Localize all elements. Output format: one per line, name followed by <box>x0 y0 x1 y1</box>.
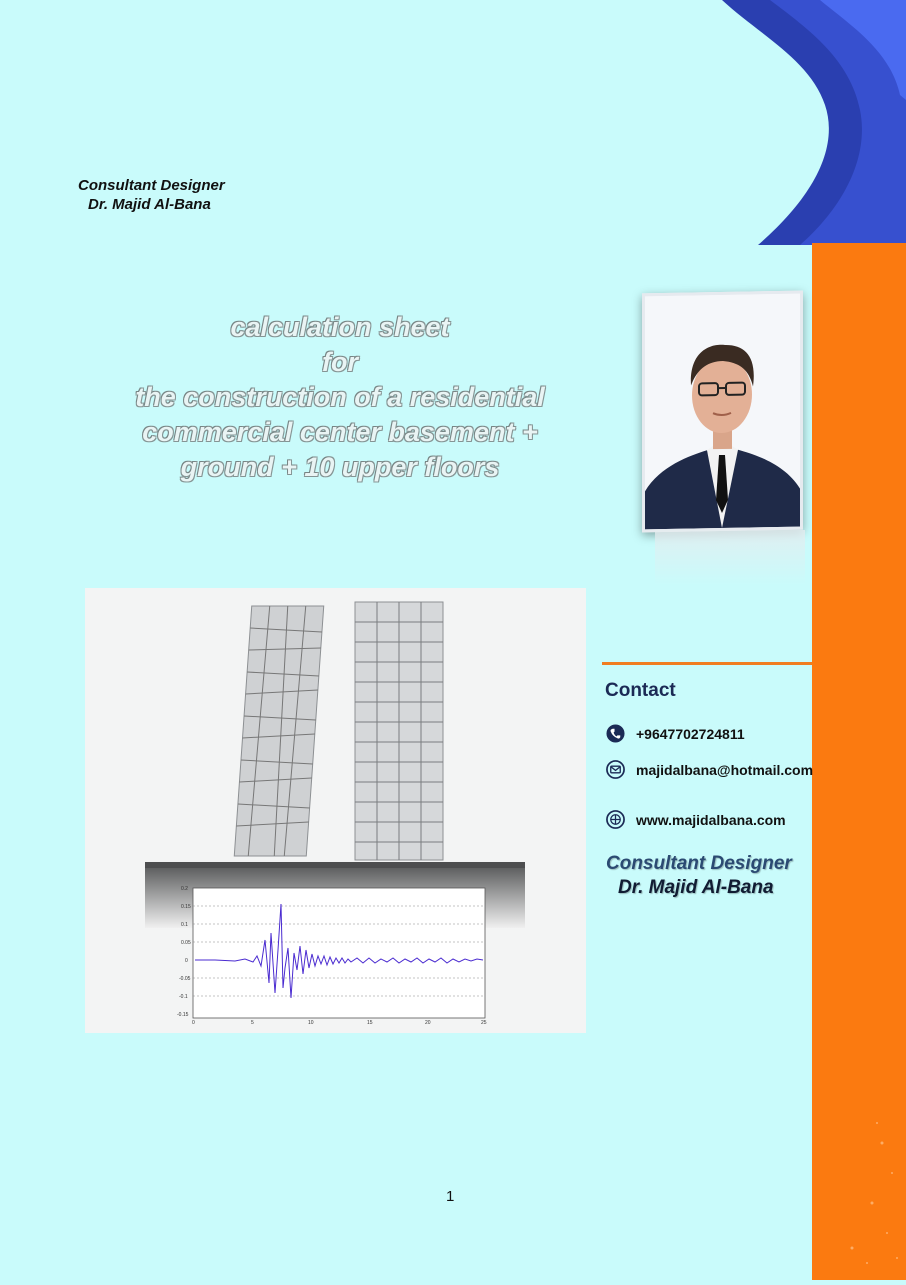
y-tick: -0.15 <box>177 1012 189 1018</box>
document-title <box>90 310 590 485</box>
title-line: for <box>90 345 590 380</box>
x-tick: 20 <box>425 1020 431 1026</box>
y-tick: 0.2 <box>181 886 188 892</box>
earthquake-figure <box>85 588 586 1033</box>
page-number: 1 <box>446 1188 454 1205</box>
portrait-illustration <box>645 294 800 530</box>
intact-tower <box>355 602 443 860</box>
title-line: the construction of a residential <box>90 380 590 415</box>
corner-wave-decoration <box>700 0 906 245</box>
phone-icon <box>606 724 625 743</box>
portrait-photo <box>642 291 803 533</box>
seismogram-plot <box>177 886 487 1026</box>
x-tick: 5 <box>251 1020 254 1026</box>
header-designer <box>78 176 225 214</box>
contact-heading: Contact <box>605 680 676 702</box>
header-role: Consultant Designer <box>78 176 225 195</box>
contact-phone-row <box>606 724 812 746</box>
title-line: commercial center basement + <box>90 415 590 450</box>
dot-pattern <box>812 243 906 1280</box>
signature-name: Dr. Majid Al-Bana <box>606 876 792 900</box>
title-line: ground + 10 upper floors <box>90 450 590 485</box>
signature-role: Consultant Designer <box>606 852 792 876</box>
photo-reflection <box>655 530 805 585</box>
x-tick: 0 <box>192 1020 195 1026</box>
y-tick: 0.15 <box>181 904 191 910</box>
y-tick: 0.05 <box>181 940 191 946</box>
contact-divider <box>602 662 812 665</box>
contact-email[interactable]: majidalbana@hotmail.com <box>636 761 816 779</box>
contact-website[interactable]: www.majidalbana.com <box>636 811 816 829</box>
y-tick: -0.1 <box>179 994 188 1000</box>
buildings-and-seismogram <box>85 588 586 1033</box>
y-tick: -0.05 <box>179 976 191 982</box>
damaged-tower <box>234 606 323 856</box>
web-icon <box>606 810 625 829</box>
side-accent-bar <box>812 243 906 1280</box>
x-tick: 15 <box>367 1020 373 1026</box>
signature-block <box>606 852 792 900</box>
x-tick: 25 <box>481 1020 487 1026</box>
email-icon <box>606 760 625 779</box>
contact-website-row <box>606 810 812 832</box>
header-name: Dr. Majid Al-Bana <box>78 195 225 214</box>
x-tick: 10 <box>308 1020 314 1026</box>
y-tick: 0 <box>185 958 188 964</box>
contact-email-row <box>606 760 812 800</box>
y-tick: 0.1 <box>181 922 188 928</box>
title-line: calculation sheet <box>90 310 590 345</box>
contact-phone[interactable]: +9647702724811 <box>636 725 816 743</box>
